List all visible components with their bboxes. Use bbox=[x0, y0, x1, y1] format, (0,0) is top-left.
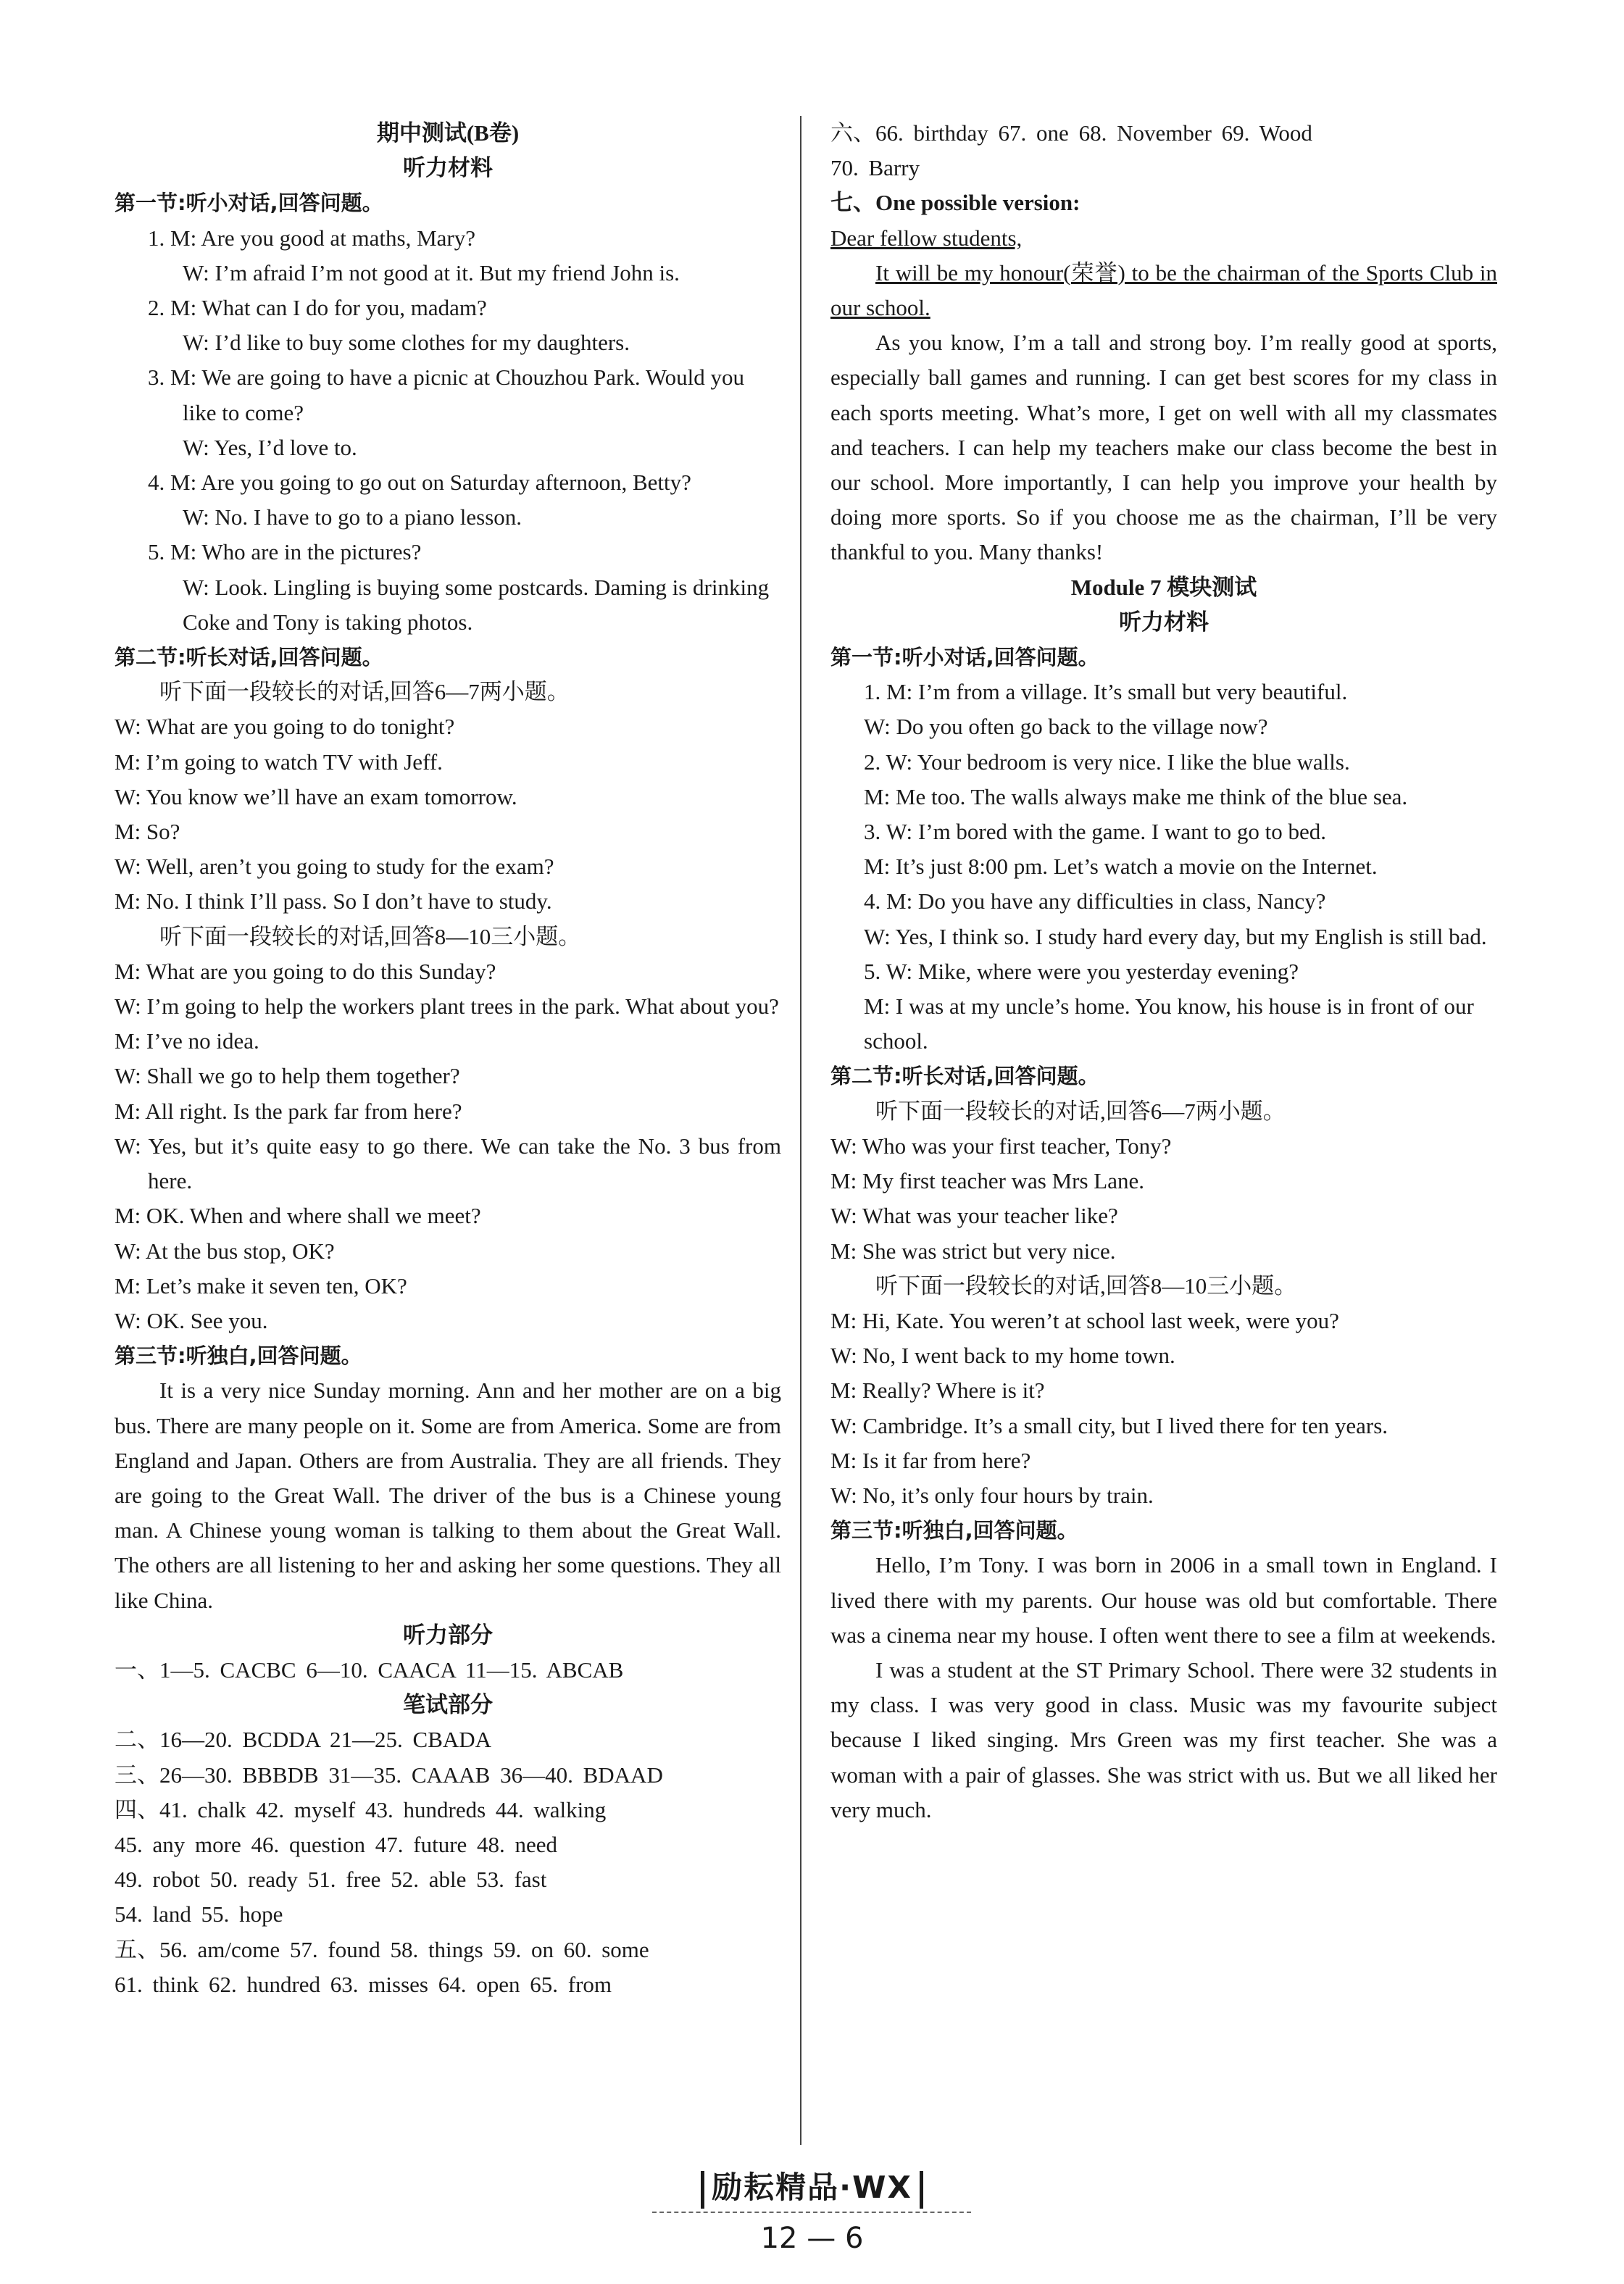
dialog-item: 5. M: Who are in the pictures? W: Look. Lingling is buying some postcards. Daming is drinking Coke and Tony is taking photos. bbox=[148, 539, 770, 635]
answer-line: 54. land 55. hope bbox=[114, 1901, 283, 1927]
essay-salutation: Dear fellow students, bbox=[830, 225, 1023, 251]
instruction: 听下面一段较长的对话,回答8—10三小题。 bbox=[875, 1272, 1297, 1299]
answer-line: 45. any more 46. question 47. future 48. need bbox=[114, 1831, 558, 1857]
answer-line: 四、41. chalk 42. myself 43. hundreds 44. walking bbox=[114, 1796, 607, 1822]
monologue-paragraph: I was a student at the ST Primary School. There were 32 students in my class. I was very good in class. Music was my favourite subject because I liked singing. Mrs Green was my first teacher. She was a woman with a pair of glasses. She was strict with us. But we all liked her very much. bbox=[830, 1656, 1497, 1822]
dialog-line: M: Really? Where is it? bbox=[830, 1378, 1045, 1404]
answer-line: 六、66. birthday 67. one 68. November 69. Wood bbox=[830, 120, 1312, 146]
essay-paragraph: As you know, I’m a tall and strong boy. I’m really good at sports, especially ball games and running. I can get best scores for my class in each sports meeting. What’s more, I get on well with all my classmates and teachers. I can help my teachers make our class become the best in our school. More importantly, I can help you improve your health by doing more sports. So if you choose me as the chairman, I’ll be very thankful to you. Many thanks! bbox=[830, 330, 1497, 565]
dialog-line: M: I’m going to watch TV with Jeff. bbox=[114, 749, 443, 775]
section-heading: 第二节:听长对话,回答问题。 bbox=[114, 645, 383, 670]
dialog-line: M: Is it far from here? bbox=[830, 1447, 1031, 1473]
dialog-line: M: Hi, Kate. You weren’t at school last week, were you? bbox=[830, 1307, 1339, 1333]
section-heading: 第三节:听独白,回答问题。 bbox=[830, 1518, 1078, 1543]
dialog-item: 3. M: We are going to have a picnic at Chouzhou Park. Would you like to come? W: Yes, I’d love to. bbox=[148, 364, 744, 460]
answer-heading: 七、One possible version: bbox=[830, 190, 1080, 216]
dialog-line: W: I’m going to help the workers plant trees in the park. What about you? bbox=[114, 993, 779, 1020]
dialog-line: M: OK. When and where shall we meet? bbox=[114, 1203, 481, 1229]
section-subtitle: 听力材料 bbox=[403, 155, 493, 181]
module-title: Module 7 模块测试 bbox=[1070, 574, 1257, 600]
answer-line: 三、26—30. BBBDB 31—35. CAAAB 36—40. BDAAD bbox=[114, 1762, 663, 1788]
dialog-line: W: At the bus stop, OK? bbox=[114, 1238, 335, 1264]
section-heading: 第一节:听小对话,回答问题。 bbox=[114, 191, 383, 216]
instruction: 听下面一段较长的对话,回答8—10三小题。 bbox=[159, 923, 581, 949]
answer-line: 49. robot 50. ready 51. free 52. able 53. fast bbox=[114, 1867, 547, 1893]
monologue-paragraph: It is a very nice Sunday morning. Ann and her mother are on a big bus. There are many people on it. Some are from America. Some are from England and Japan. Others are from Australia. They are all friends. They are going to the Great Wall. The driver of the bus is a Chinese young man. A Chinese young woman is talking to them about the Great Wall. The others are all listening to her and asking her some questions. They all like China. bbox=[114, 1378, 781, 1613]
brand-bar-left bbox=[701, 2171, 704, 2209]
instruction: 听下面一段较长的对话,回答6—7两小题。 bbox=[875, 1098, 1286, 1124]
dialog-line: W: What are you going to do tonight? bbox=[114, 714, 455, 740]
dialog-item: 5. W: Mike, where were you yesterday evening? M: I was at my uncle’s home. You know, his house is in front of our school. bbox=[864, 958, 1474, 1054]
column-divider bbox=[800, 116, 801, 2145]
dialog-line: M: All right. Is the park far from here? bbox=[114, 1098, 462, 1124]
dialog-line: W: Who was your first teacher, Tony? bbox=[830, 1133, 1172, 1159]
dialog-line: W: Cambridge. It’s a small city, but I lived there for ten years. bbox=[830, 1412, 1388, 1438]
dialog-line: W: Shall we go to help them together? bbox=[114, 1063, 460, 1089]
dialog-item: 2. M: What can I do for you, madam? W: I’d like to buy some clothes for my daughters. bbox=[148, 295, 630, 356]
section-heading: 第三节:听独白,回答问题。 bbox=[114, 1343, 362, 1369]
answer-heading: 听力部分 bbox=[403, 1622, 493, 1648]
answer-line: 二、16—20. BCDDA 21—25. CBADA bbox=[114, 1727, 492, 1753]
left-column bbox=[114, 116, 781, 2002]
brand-logo: 励耘精品·WX bbox=[0, 2164, 1624, 2209]
dialog-line: W: No, I went back to my home town. bbox=[830, 1343, 1175, 1369]
answer-line: 70. Barry bbox=[830, 155, 920, 181]
dialog-line: M: She was strict but very nice. bbox=[830, 1238, 1116, 1264]
answer-line: 一、1—5. CACBC 6—10. CAACA 11—15. ABCAB bbox=[114, 1656, 624, 1683]
dialog-item: 4. M: Are you going to go out on Saturday afternoon, Betty? W: No. I have to go to a piano lesson. bbox=[148, 470, 691, 530]
dialog-line: W: What was your teacher like? bbox=[830, 1203, 1118, 1229]
answer-line: 五、56. am/come 57. found 58. things 59. on 60. some bbox=[114, 1936, 649, 1962]
monologue-paragraph: Hello, I’m Tony. I was born in 2006 in a small town in England. I lived there with my parents. Our house was old but comfortable. There was a cinema near my house. I often went there to see a film at weekends. bbox=[830, 1552, 1497, 1648]
dialog-line: W: No, it’s only four hours by train. bbox=[830, 1482, 1154, 1508]
answer-line: 61. think 62. hundred 63. misses 64. open 65. from bbox=[114, 1971, 612, 1997]
dialog-item: 1. M: Are you good at maths, Mary? W: I’m afraid I’m not good at it. But my friend John is. bbox=[148, 225, 680, 286]
dialog-line: W: Well, aren’t you going to study for the exam? bbox=[114, 854, 554, 880]
instruction: 听下面一段较长的对话,回答6—7两小题。 bbox=[159, 679, 570, 705]
dialog-line: M: I’ve no idea. bbox=[114, 1028, 259, 1054]
essay-first-sentence: It will be my honour(荣誉) to be the chairman of the Sports Club in our school. bbox=[830, 259, 1497, 321]
page-number: 12 — 6 bbox=[760, 2222, 864, 2255]
dialog-item: 4. M: Do you have any difficulties in class, Nancy? W: Yes, I think so. I study hard every day, but my English is still bad. bbox=[864, 888, 1487, 949]
dialog-line: W: OK. See you. bbox=[114, 1307, 268, 1333]
dialog-line: W: Yes, but it’s quite easy to go there. We can take the No. 3 bus from here. bbox=[114, 1133, 781, 1194]
dialog-item: 3. W: I’m bored with the game. I want to go to bed. M: It’s just 8:00 pm. Let’s watch a movie on the Internet. bbox=[864, 819, 1378, 880]
brand-bar-right bbox=[920, 2171, 923, 2209]
dialog-line: M: What are you going to do this Sunday? bbox=[114, 958, 496, 984]
dialog-line: M: No. I think I’ll pass. So I don’t have to study. bbox=[114, 888, 552, 914]
dialog-line: M: Let’s make it seven ten, OK? bbox=[114, 1272, 407, 1299]
right-column bbox=[830, 116, 1497, 1827]
section-heading: 第二节:听长对话,回答问题。 bbox=[830, 1064, 1099, 1089]
section-subtitle: 听力材料 bbox=[1119, 609, 1209, 635]
dialog-item: 1. M: I’m from a village. It’s small but very beautiful. W: Do you often go back to the village now? bbox=[864, 679, 1348, 740]
answer-heading: 笔试部分 bbox=[403, 1692, 493, 1718]
dialog-line: M: My first teacher was Mrs Lane. bbox=[830, 1168, 1145, 1194]
dialog-line: M: So? bbox=[114, 819, 180, 845]
dialog-line: W: You know we’ll have an exam tomorrow. bbox=[114, 783, 517, 809]
footer-dash-rule bbox=[652, 2212, 971, 2213]
section-heading: 第一节:听小对话,回答问题。 bbox=[830, 645, 1099, 670]
dialog-item: 2. W: Your bedroom is very nice. I like the blue walls. M: Me too. The walls always make me think of the blue sea. bbox=[864, 749, 1408, 809]
page-title: 期中测试(B卷) bbox=[376, 120, 520, 146]
